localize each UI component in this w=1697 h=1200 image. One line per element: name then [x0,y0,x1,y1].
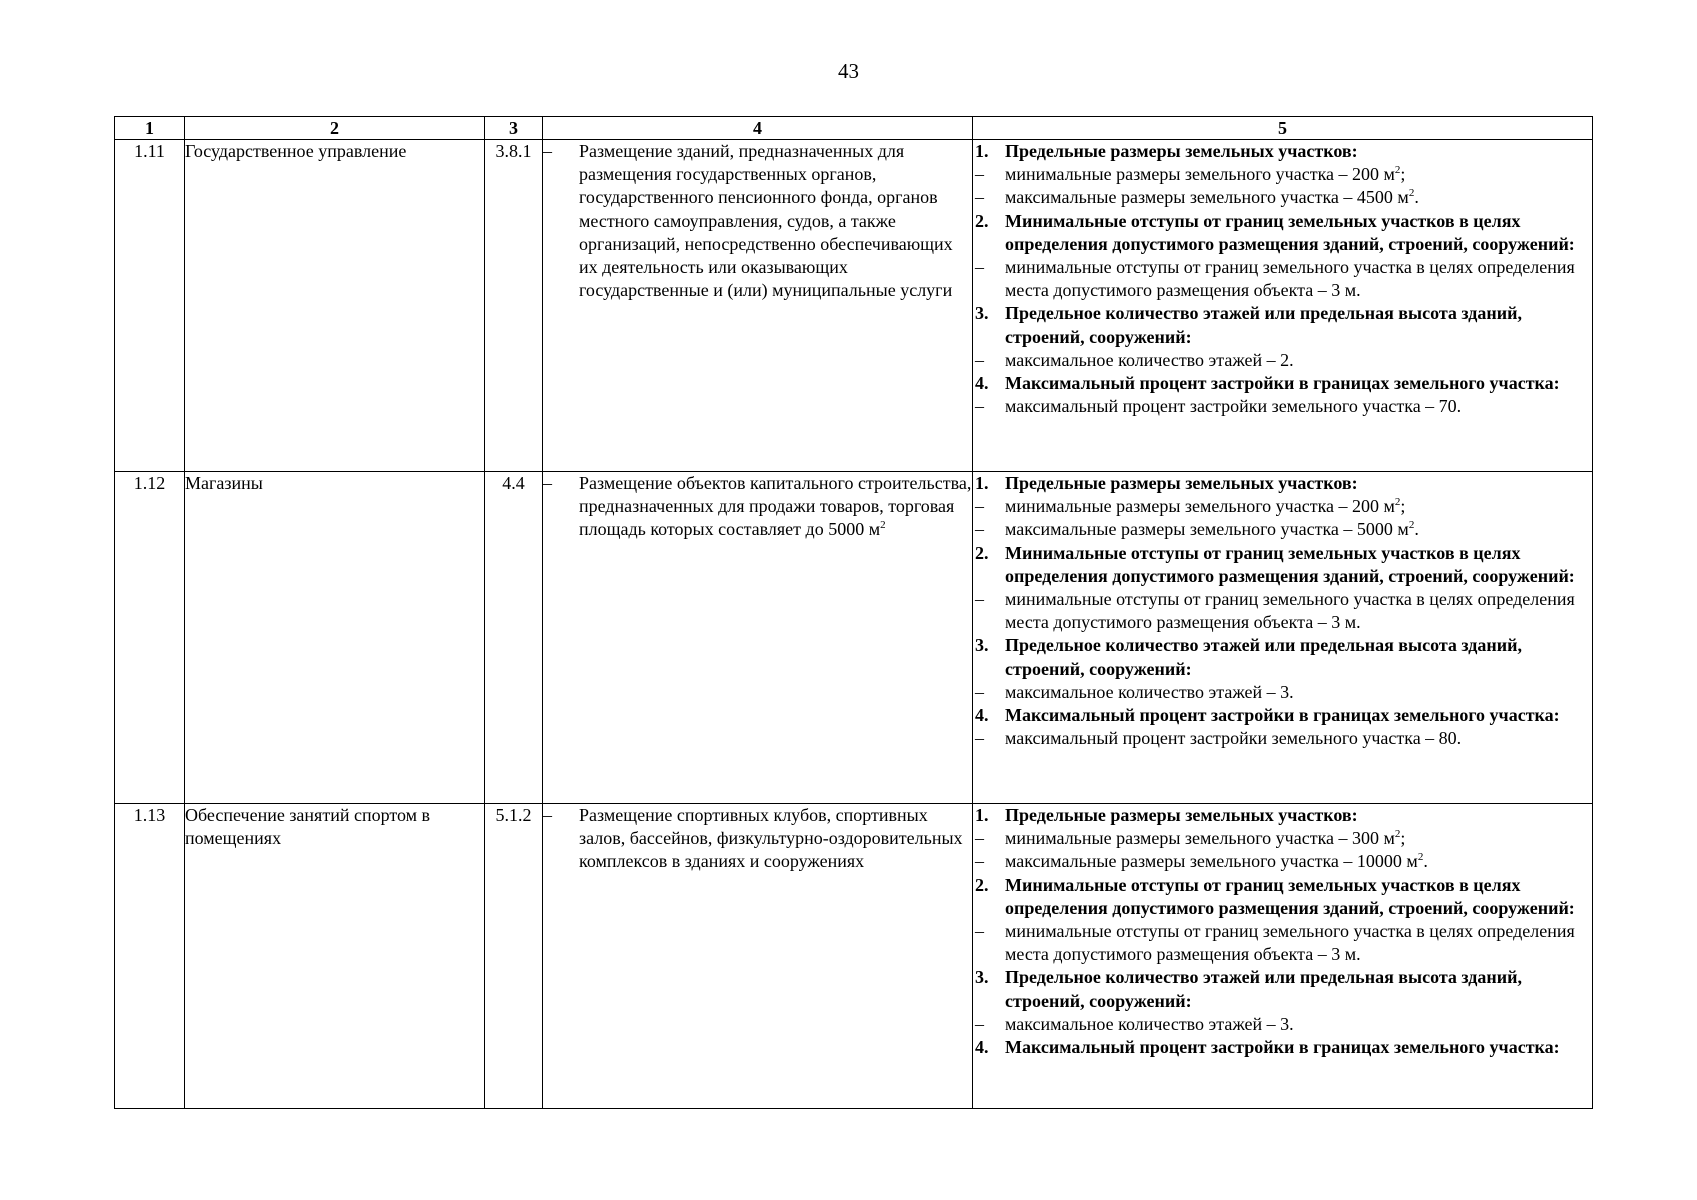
use-name: Государственное управление [185,140,485,472]
dash-marker: – [975,349,984,370]
param-floors: максимальное количество этажей – 3. [1005,1013,1294,1034]
dash-marker: – [975,396,984,417]
punct: ; [1400,828,1406,849]
row-number: 1.13 [115,804,185,1109]
superscript: 2 [1394,164,1401,177]
superscript: 2 [1394,828,1401,841]
param-heading: Предельные размеры земельных участков: [1005,473,1358,493]
use-name: Магазины [185,472,485,804]
dash-marker: – [543,141,552,161]
param-heading: Максимальный процент застройки в границах земельного участка: [1005,705,1560,726]
table-row [115,472,1593,804]
column-header-2: 2 [185,117,485,140]
column-header-3: 3 [485,117,543,140]
list-number: 3. [975,303,989,324]
dash-marker: – [543,805,552,825]
column-header-4: 4 [543,117,973,140]
use-description [543,472,973,804]
param-heading: Предельные размеры земельных участков: [1005,805,1358,825]
param-heading: Максимальный процент застройки в границах земельного участка: [1005,1037,1560,1058]
list-number: 4. [975,1037,989,1058]
param-min-area: минимальные размеры земельного участка – 200 м [1005,164,1395,185]
list-number: 1. [975,141,989,161]
param-heading: Предельное количество этажей или предельная высота зданий, строений, сооружений: [1005,967,1523,1011]
list-number: 4. [975,705,989,726]
param-heading: Предельное количество этажей или предельная высота зданий, строений, сооружений: [1005,635,1523,679]
dash-marker: – [975,728,984,749]
zoning-table [114,116,1593,1109]
list-number: 4. [975,373,989,394]
table-row [115,140,1593,472]
table-header-row [115,117,1593,140]
column-header-5: 5 [973,117,1593,140]
dash-marker: – [975,828,984,849]
list-number: 3. [975,967,989,988]
dash-marker: – [975,164,984,185]
list-number: 1. [975,473,989,493]
param-min-area: минимальные размеры земельного участка – 300 м [1005,828,1395,849]
list-number: 3. [975,635,989,656]
list-number: 2. [975,210,989,231]
param-coverage: максимальный процент застройки земельного участка – 80. [1005,728,1462,749]
dash-marker: – [975,496,984,517]
dash-marker: – [975,519,984,540]
use-code: 5.1.2 [485,804,543,1109]
parameters-cell [973,804,1593,1109]
punct: ; [1400,496,1406,517]
dash-marker: – [975,681,984,702]
param-setback: минимальные отступы от границ земельного участка в целях определения места допустимого размещения объекта – 3 м. [1005,257,1575,301]
dash-marker: – [543,473,552,493]
row-number: 1.12 [115,472,185,804]
punct: . [1423,851,1428,872]
dash-marker: – [975,589,984,610]
list-number: 1. [975,805,989,825]
description-text: Размещение зданий, предназначенных для размещения государственных органов, государственного пенсионного фонда, органов местного самоуправления, судов, а также организаций, непосредственно обеспечивающих их деятельность или оказывающих государственные и (или) муниципальные услуги [579,141,953,301]
param-coverage: максимальный процент застройки земельного участка – 70. [1005,396,1462,417]
row-number: 1.11 [115,140,185,472]
param-setback: минимальные отступы от границ земельного участка в целях определения места допустимого размещения объекта – 3 м. [1005,921,1575,965]
parameters-cell [973,140,1593,472]
punct: . [1414,519,1419,540]
dash-marker: – [975,921,984,942]
description-text: Размещение объектов капитального строительства, предназначенных для продажи товаров, торговая площадь которых составляет до 5000 м [579,473,972,540]
dash-marker: – [975,257,984,278]
param-floors: максимальное количество этажей – 2. [1005,349,1294,370]
page-number: 43 [838,59,859,83]
superscript: 2 [1408,187,1415,200]
use-name: Обеспечение занятий спортом в помещениях [185,804,485,1109]
param-heading: Минимальные отступы от границ земельных участков в целях определения допустимого размещения зданий, строений, сооружений: [1005,210,1575,254]
list-number: 2. [975,542,989,563]
param-heading: Минимальные отступы от границ земельных участков в целях определения допустимого размещения зданий, строений, сооружений: [1005,542,1575,586]
use-code: 3.8.1 [485,140,543,472]
dash-marker: – [975,851,984,872]
param-heading: Предельные размеры земельных участков: [1005,141,1358,161]
param-heading: Предельное количество этажей или предельная высота зданий, строений, сооружений: [1005,303,1523,347]
superscript: 2 [880,519,886,532]
dash-marker: – [975,187,984,208]
parameters-cell [973,472,1593,804]
superscript: 2 [1394,496,1401,509]
param-setback: минимальные отступы от границ земельного участка в целях определения места допустимого размещения объекта – 3 м. [1005,589,1575,633]
list-number: 2. [975,874,989,895]
param-floors: максимальное количество этажей – 3. [1005,681,1294,702]
use-description [543,804,973,1109]
use-code: 4.4 [485,472,543,804]
table-row [115,804,1593,1109]
param-max-area: максимальные размеры земельного участка – 5000 м [1005,519,1409,540]
column-header-1: 1 [115,117,185,140]
superscript: 2 [1417,851,1424,864]
dash-marker: – [975,1013,984,1034]
param-max-area: максимальные размеры земельного участка – 4500 м [1005,187,1409,208]
param-heading: Минимальные отступы от границ земельных участков в целях определения допустимого размещения зданий, строений, сооружений: [1005,874,1575,918]
superscript: 2 [1408,519,1415,532]
punct: . [1414,187,1419,208]
punct: ; [1400,164,1406,185]
description-text: Размещение спортивных клубов, спортивных залов, бассейнов, физкультурно-оздоровительных комплексов в зданиях и сооружениях [579,805,963,872]
param-heading: Максимальный процент застройки в границах земельного участка: [1005,373,1560,394]
use-description [543,140,973,472]
param-min-area: минимальные размеры земельного участка – 200 м [1005,496,1395,517]
param-max-area: максимальные размеры земельного участка – 10000 м [1005,851,1418,872]
